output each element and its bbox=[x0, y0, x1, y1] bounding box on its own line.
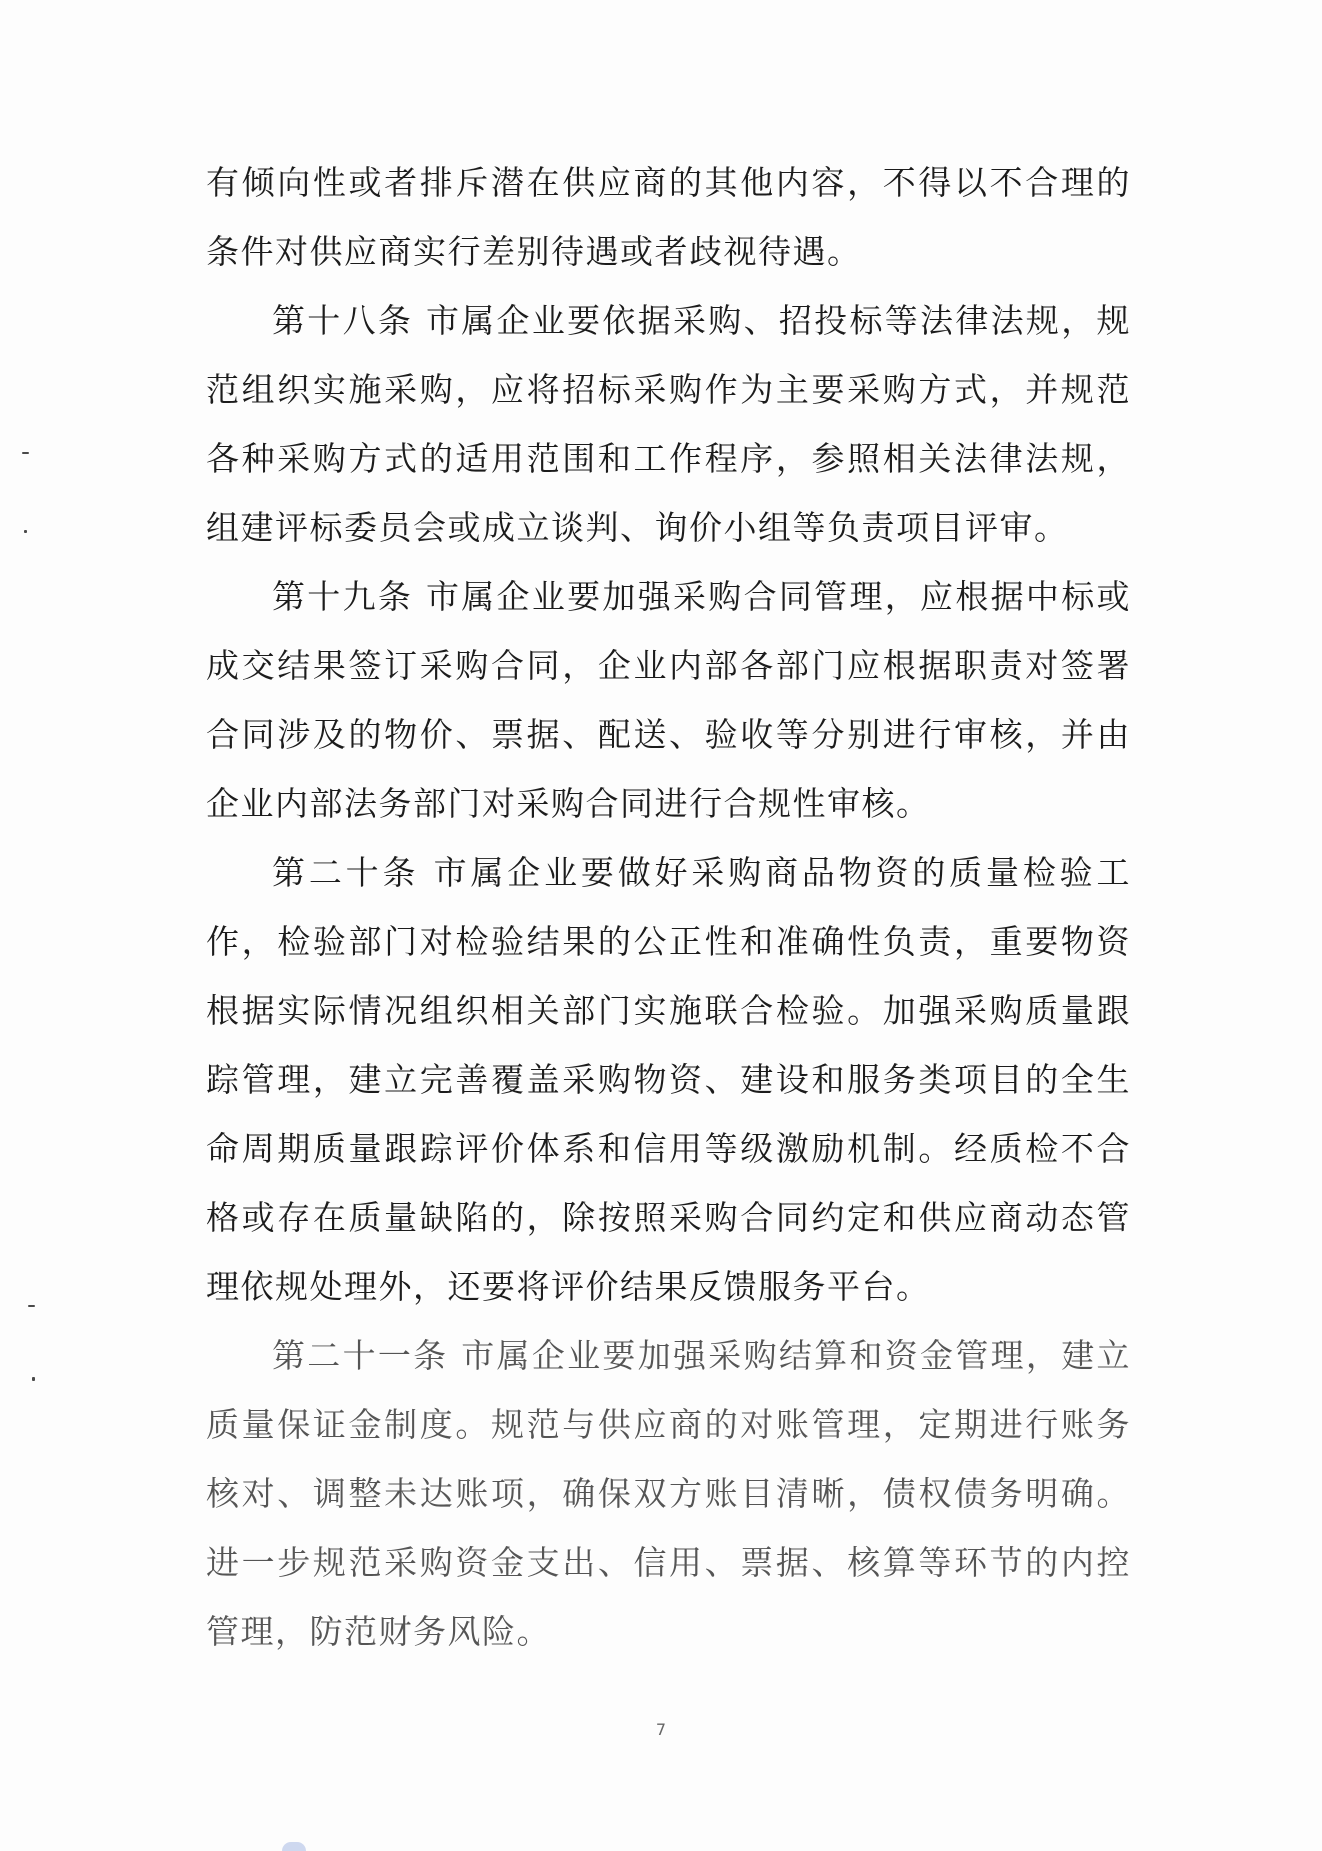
scan-mark bbox=[24, 530, 27, 533]
scan-mark bbox=[28, 1305, 35, 1307]
page-number: 7 bbox=[655, 1720, 667, 1739]
scan-mark bbox=[32, 1377, 35, 1381]
paragraph-article-18: 第十八条 市属企业要依据采购、招投标等法律法规，规范组织实施采购，应将招标采购作为主要采购方式，并规范各种采购方式的适用范围和工作程序，参照相关法律法规，组建评标委员会或成立谈判、询价小组等负责项目评审。 bbox=[206, 301, 1131, 547]
paragraph-article-20: 第二十条 市属企业要做好采购商品物资的质量检验工作，检验部门对检验结果的公正性和准确性负责，重要物资根据实际情况组织相关部门实施联合检验。加强采购质量跟踪管理，建立完善覆盖采购物资、建设和服务类项目的全生命周期质量跟踪评价体系和信用等级激励机制。经质检不合格或存在质量缺陷的，除按照采购合同约定和供应商动态管理依规处理外，还要将评价结果反馈服务平台。 bbox=[206, 853, 1131, 1306]
scan-mark bbox=[22, 452, 29, 454]
body-text bbox=[206, 148, 1131, 1666]
scan-smudge bbox=[282, 1842, 306, 1851]
paragraph-article-19: 第十九条 市属企业要加强采购合同管理，应根据中标或成交结果签订采购合同，企业内部各部门应根据职责对签署合同涉及的物价、票据、配送、验收等分别进行审核，并由企业内部法务部门对采购合同进行合规性审核。 bbox=[206, 577, 1131, 823]
paragraph-article-21: 第二十一条 市属企业要加强采购结算和资金管理，建立质量保证金制度。规范与供应商的对账管理，定期进行账务核对、调整未达账项，确保双方账目清晰，债权债务明确。进一步规范采购资金支出、信用、票据、核算等环节的内控管理，防范财务风险。 bbox=[206, 1336, 1131, 1651]
paragraph-continuation: 有倾向性或者排斥潜在供应商的其他内容，不得以不合理的条件对供应商实行差别待遇或者歧视待遇。 bbox=[206, 163, 1131, 271]
